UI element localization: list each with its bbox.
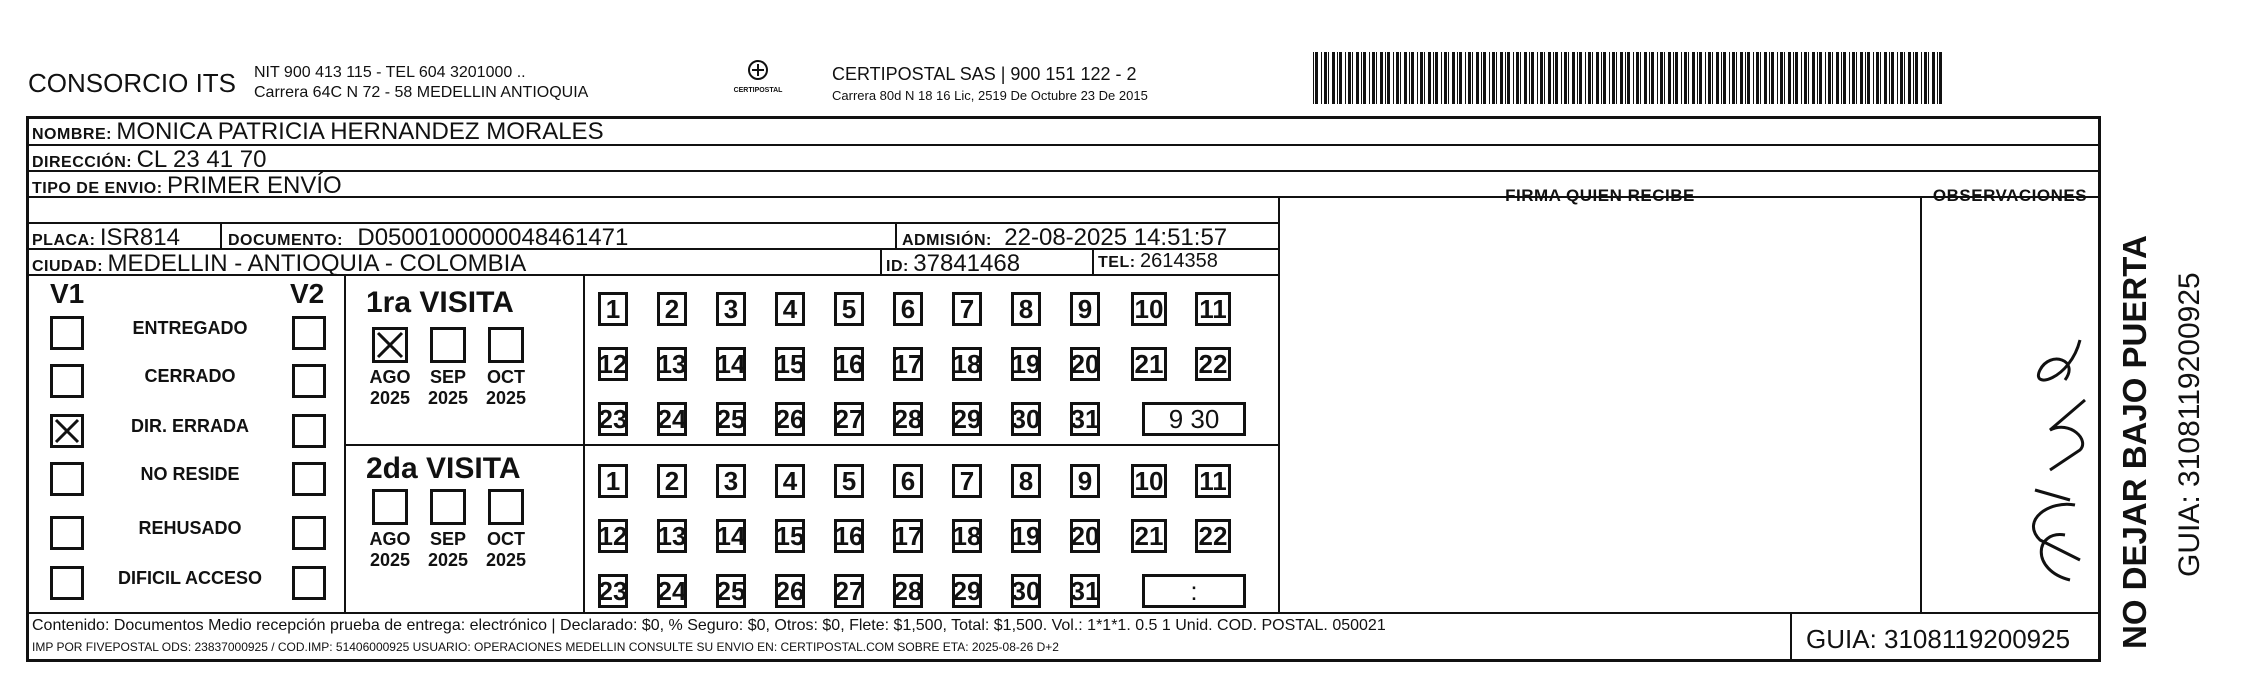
second-month-checkbox[interactable] <box>488 489 524 525</box>
second-day-6[interactable]: 6 <box>893 464 923 498</box>
second-day-23[interactable]: 23 <box>598 574 628 608</box>
ciudad-value: MEDELLIN - ANTIOQUIA - COLOMBIA <box>107 250 527 277</box>
second-day-16[interactable]: 16 <box>834 519 864 553</box>
second-day-22[interactable]: 22 <box>1195 519 1231 553</box>
tel-label: TEL: <box>1098 254 1136 271</box>
second-day-4[interactable]: 4 <box>775 464 805 498</box>
admision-field <box>902 224 1227 252</box>
first-day-27[interactable]: 27 <box>834 402 864 436</box>
handwritten-signature <box>2010 300 2100 600</box>
second-day-29[interactable]: 29 <box>952 574 982 608</box>
first-day-7[interactable]: 7 <box>952 292 982 326</box>
v2-checkbox[interactable] <box>292 316 326 350</box>
first-day-10[interactable]: 10 <box>1131 292 1167 326</box>
second-day-7[interactable]: 7 <box>952 464 982 498</box>
first-day-1[interactable]: 1 <box>598 292 628 326</box>
status-label: REHUSADO <box>138 518 242 538</box>
first-month-label: OCT 2025 <box>485 367 527 408</box>
tipo-value: PRIMER ENVÍO <box>167 172 342 199</box>
second-day-9[interactable]: 9 <box>1070 464 1100 498</box>
second-day-10[interactable]: 10 <box>1131 464 1167 498</box>
first-day-31[interactable]: 31 <box>1070 402 1100 436</box>
first-month-checkbox[interactable] <box>488 327 524 363</box>
second-month-checkbox[interactable] <box>372 489 408 525</box>
second-month-label: SEP 2025 <box>427 529 469 570</box>
first-month-checkbox[interactable] <box>372 327 408 363</box>
v2-label: V2 <box>290 278 325 309</box>
first-month-checkbox[interactable] <box>430 327 466 363</box>
side-guia: GUIA: 3108119200925 <box>2173 272 2206 577</box>
second-month-label: OCT 2025 <box>485 529 527 570</box>
documento-field <box>228 224 628 252</box>
first-month-label: AGO 2025 <box>369 367 411 408</box>
v2-checkbox[interactable] <box>292 566 326 600</box>
v1-checkbox[interactable] <box>50 462 84 496</box>
carrier-line-1: CERTIPOSTAL SAS | 900 151 122 - 2 <box>832 64 1137 84</box>
first-day-11[interactable]: 11 <box>1195 292 1231 326</box>
second-day-5[interactable]: 5 <box>834 464 864 498</box>
first-day-20[interactable]: 20 <box>1070 347 1100 381</box>
v1-checkbox[interactable] <box>50 316 84 350</box>
no-dejar-bajo-puerta: NO DEJAR BAJO PUERTA <box>2116 235 2153 649</box>
first-day-5[interactable]: 5 <box>834 292 864 326</box>
first-time-box[interactable]: 9 30 <box>1142 402 1246 436</box>
nombre-label: NOMBRE: <box>32 126 112 143</box>
first-visit-title: 1ra VISITA <box>366 286 514 319</box>
v1-label: V1 <box>50 278 85 309</box>
v1-checkbox[interactable] <box>50 566 84 600</box>
first-day-13[interactable]: 13 <box>657 347 687 381</box>
documento-label: DOCUMENTO: <box>228 232 343 249</box>
first-day-29[interactable]: 29 <box>952 402 982 436</box>
footer-contenido: Contenido: Documentos Medio recepción prueba de entrega: electrónico | Declarado: $0, % Seguro: $0, Otros: $0, Flete: $1,500, Total: $1,500. Vol.: 1*1*1. 0.5 1 Unid. COD. POSTAL. 050021 <box>32 617 1386 634</box>
status-label: ENTREGADO <box>132 318 248 338</box>
tipo-label: TIPO DE ENVIO: <box>32 180 163 197</box>
first-day-28[interactable]: 28 <box>893 402 923 436</box>
first-day-26[interactable]: 26 <box>775 402 805 436</box>
company-line-1: NIT 900 413 115 - TEL 604 3201000 .. <box>254 64 526 81</box>
placa-value: ISR814 <box>99 224 180 251</box>
documento-value: D0500100000048461471 <box>357 224 629 251</box>
first-month-label: SEP 2025 <box>427 367 469 408</box>
first-day-30[interactable]: 30 <box>1011 402 1041 436</box>
second-day-1[interactable]: 1 <box>598 464 628 498</box>
footer-guia: GUIA: 3108119200925 <box>1806 624 2071 654</box>
direccion-label: DIRECCIÓN: <box>32 154 133 171</box>
v1-checkbox[interactable] <box>50 516 84 550</box>
status-label: NO RESIDE <box>140 464 240 484</box>
company-line-2: Carrera 64C N 72 - 58 MEDELLIN ANTIOQUIA <box>254 84 589 101</box>
second-day-15[interactable]: 15 <box>775 519 805 553</box>
second-day-18[interactable]: 18 <box>952 519 982 553</box>
first-day-3[interactable]: 3 <box>716 292 746 326</box>
direccion-row <box>32 146 266 174</box>
first-day-18[interactable]: 18 <box>952 347 982 381</box>
id-value: 37841468 <box>913 250 1021 277</box>
tel-value: 2614358 <box>1140 250 1218 272</box>
certipostal-logo: CERTIPOSTAL <box>728 58 788 98</box>
ciudad-field <box>32 250 526 278</box>
v2-checkbox[interactable] <box>292 516 326 550</box>
second-month-label: AGO 2025 <box>369 529 411 570</box>
second-day-13[interactable]: 13 <box>657 519 687 553</box>
first-day-9[interactable]: 9 <box>1070 292 1100 326</box>
first-day-22[interactable]: 22 <box>1195 347 1231 381</box>
first-day-14[interactable]: 14 <box>716 347 746 381</box>
second-day-11[interactable]: 11 <box>1195 464 1231 498</box>
first-day-25[interactable]: 25 <box>716 402 746 436</box>
first-day-2[interactable]: 2 <box>657 292 687 326</box>
side-notice <box>2105 140 2165 650</box>
v2-checkbox[interactable] <box>292 414 326 448</box>
barcode <box>1313 52 1953 104</box>
company-name: CONSORCIO ITS <box>28 68 237 98</box>
v2-checkbox[interactable] <box>292 462 326 496</box>
second-day-31[interactable]: 31 <box>1070 574 1100 608</box>
first-day-12[interactable]: 12 <box>598 347 628 381</box>
nombre-value: MONICA PATRICIA HERNANDEZ MORALES <box>116 118 604 145</box>
first-day-16[interactable]: 16 <box>834 347 864 381</box>
v1-checkbox[interactable] <box>50 414 84 448</box>
status-label: CERRADO <box>144 366 236 386</box>
placa-label: PLACA: <box>32 232 96 249</box>
second-day-24[interactable]: 24 <box>657 574 687 608</box>
first-day-4[interactable]: 4 <box>775 292 805 326</box>
observaciones-header: OBSERVACIONES <box>1932 186 2088 205</box>
footer-imp: IMP POR FIVEPOSTAL ODS: 23837000925 / COD.IMP: 51406000925 USUARIO: OPERACIONES MEDELLIN CONSULTE SU ENVIO EN: CERTIPOSTAL.COM SOBRE ETA: 2025-08-26 D+2 <box>32 640 1059 654</box>
first-day-8[interactable]: 8 <box>1011 292 1041 326</box>
status-label: DIR. ERRADA <box>130 416 249 436</box>
second-day-12[interactable]: 12 <box>598 519 628 553</box>
second-day-14[interactable]: 14 <box>716 519 746 553</box>
v1-checkbox[interactable] <box>50 364 84 398</box>
first-day-19[interactable]: 19 <box>1011 347 1041 381</box>
second-time-box[interactable]: : <box>1142 574 1246 608</box>
first-day-24[interactable]: 24 <box>657 402 687 436</box>
second-day-3[interactable]: 3 <box>716 464 746 498</box>
nombre-row <box>32 118 604 146</box>
second-day-17[interactable]: 17 <box>893 519 923 553</box>
status-label: DIFICIL ACCESO <box>117 568 262 588</box>
carrier-line-2: Carrera 80d N 18 16 Lic, 2519 De Octubre 23 De 2015 <box>832 88 1148 103</box>
placa-field <box>32 224 180 252</box>
v2-checkbox[interactable] <box>292 364 326 398</box>
first-day-6[interactable]: 6 <box>893 292 923 326</box>
first-day-15[interactable]: 15 <box>775 347 805 381</box>
second-day-25[interactable]: 25 <box>716 574 746 608</box>
admision-label: ADMISIÓN: <box>902 232 992 249</box>
second-day-30[interactable]: 30 <box>1011 574 1041 608</box>
admision-value: 22-08-2025 14:51:57 <box>1004 224 1228 251</box>
second-day-26[interactable]: 26 <box>775 574 805 608</box>
direccion-value: CL 23 41 70 <box>136 146 267 173</box>
tel-field <box>1098 250 1218 273</box>
first-day-17[interactable]: 17 <box>893 347 923 381</box>
firma-header: FIRMA QUIEN RECIBE <box>1505 186 1695 205</box>
first-day-21[interactable]: 21 <box>1131 347 1167 381</box>
second-day-19[interactable]: 19 <box>1011 519 1041 553</box>
second-day-20[interactable]: 20 <box>1070 519 1100 553</box>
second-day-2[interactable]: 2 <box>657 464 687 498</box>
second-month-checkbox[interactable] <box>430 489 466 525</box>
second-day-21[interactable]: 21 <box>1131 519 1167 553</box>
second-day-28[interactable]: 28 <box>893 574 923 608</box>
second-day-8[interactable]: 8 <box>1011 464 1041 498</box>
second-visit-title: 2da VISITA <box>366 452 521 485</box>
id-label: ID: <box>886 258 909 275</box>
id-field <box>886 250 1020 278</box>
second-day-27[interactable]: 27 <box>834 574 864 608</box>
first-day-23[interactable]: 23 <box>598 402 628 436</box>
tipo-row <box>32 172 342 200</box>
ciudad-label: CIUDAD: <box>32 258 104 275</box>
